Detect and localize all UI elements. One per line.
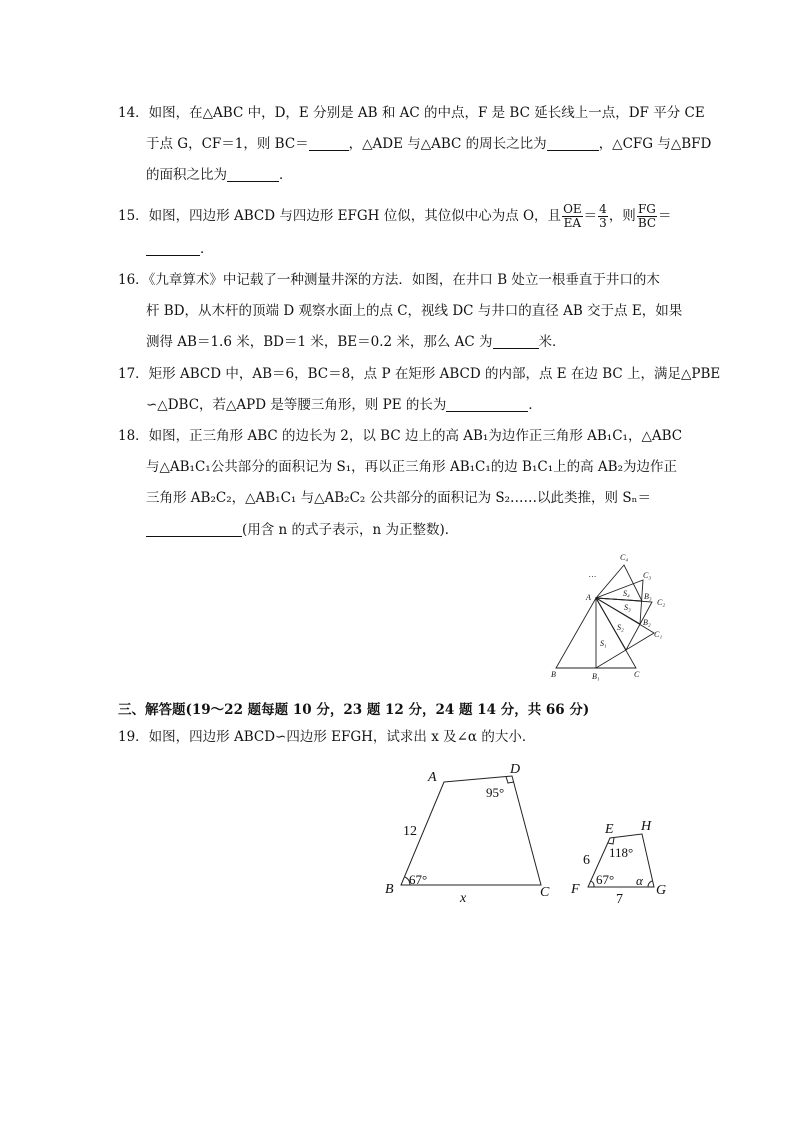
q17-line2: [146, 396, 542, 414]
q14-line2a: 于点 G，CF＝1，则 BC＝: [146, 136, 309, 152]
section3-heading: 三、解答题(19～22 题每题 10 分，23 题 12 分，24 题 14 分，共 66 分): [118, 702, 590, 718]
fig19-side-ab: 12: [403, 824, 417, 839]
q18-line1: 18．如图，正三角形 ABC 的边长为 2，以 BC 边上的高 AB₁为边作正三角形 AB₁C₁，△ABC: [118, 428, 683, 444]
q15-eq: ＝: [583, 208, 598, 224]
fig19-label-b: B: [385, 882, 394, 897]
q15-frac2-den: 3: [599, 216, 607, 230]
fig18-label-c: C: [634, 670, 640, 679]
q16-line3: [146, 333, 566, 351]
fig19-label-a: A: [428, 770, 437, 785]
fig19-label-e: E: [605, 822, 614, 837]
q15-frac3-num: FG: [637, 202, 656, 216]
q14-line1: 14．如图，在△ABC 中，D，E 分别是 AB 和 AC 的中点，F 是 BC 延长线上一点，DF 平分 CE: [118, 105, 705, 121]
q19-figure: [375, 758, 685, 908]
q16-line2: 杆 BD，从木杆的顶端 D 观察水面上的点 C，视线 DC 与井口的直径 AB 交于点 E，如果: [146, 303, 683, 319]
q14-line3: [146, 166, 293, 184]
fig19-label-g: G: [656, 883, 667, 898]
q15-frac1-num: OE: [563, 202, 582, 216]
fig19-angle-f: 67°: [596, 872, 615, 887]
q15-line2: [146, 240, 214, 258]
q15-eq2: ＝: [658, 208, 672, 224]
q18-blank[interactable]: [146, 522, 242, 537]
fig19-label-d: D: [510, 762, 521, 777]
fig19-side-ef: 6: [583, 853, 590, 868]
q15-frac2-num: 4: [599, 202, 607, 216]
q17-line2b: ．: [528, 397, 542, 413]
q15-line1: [118, 203, 672, 230]
q14-line2c: ，△CFG 与△BFD: [598, 136, 712, 152]
q16-blank[interactable]: [493, 334, 539, 349]
fig19-angle-d: 95°: [486, 785, 505, 800]
q19-text: 19．如图，四边形 ABCD∽四边形 EFGH，试求出 x 及∠α 的大小．: [118, 729, 536, 745]
q15-frac2: [598, 203, 608, 230]
fig19-angle-g: α: [636, 873, 643, 888]
q14-blank3[interactable]: [227, 167, 279, 182]
triangle-ab3c3: [596, 580, 643, 624]
fig19-label-f: F: [571, 882, 580, 897]
fig18-label-a: A: [586, 593, 591, 602]
q18-line4b: (用含 n 的式子表示，n 为正整数)．: [242, 522, 459, 538]
q14-line3a: 的面积之比为: [146, 167, 227, 183]
fig18-label-s4: S₄: [623, 589, 630, 598]
q17-line2a: ∽△DBC，若△APD 是等腰三角形，则 PE 的长为: [146, 397, 447, 413]
angle-f-arc: [591, 881, 594, 887]
fig19-label-c: C: [540, 885, 550, 900]
q15-blank[interactable]: [146, 241, 200, 256]
q17-blank[interactable]: [446, 397, 528, 412]
angle-g-arc: [648, 881, 652, 887]
fig19-angle-e: 118°: [609, 845, 634, 860]
fig18-label-s3: S₃: [624, 603, 631, 612]
q15-frac1-den: EA: [563, 216, 582, 230]
q15-line1a: 15．如图，四边形 ABCD 与四边形 EFGH 位似，其位似中心为点 O，且: [118, 208, 562, 224]
q15-frac1: [562, 203, 583, 230]
q18-line3: 三角形 AB₂C₂，△AB₁C₁ 与△AB₂C₂ 公共部分的面积记为 S₂……以此类推，则 Sₙ＝: [146, 490, 651, 506]
q15-line2b: ．: [200, 241, 214, 257]
fig18-label-c2: C₂: [657, 598, 666, 607]
fig19-side-bc: x: [460, 891, 467, 906]
fig19-side-fg: 7: [616, 892, 623, 907]
q14-line3b: ．: [279, 167, 293, 183]
q14-blank2[interactable]: [547, 136, 599, 151]
fig18-label-s1: S₁: [600, 639, 607, 648]
q15-frac3: [637, 203, 657, 230]
fig18-label-s2: S₂: [617, 623, 624, 632]
fig19-angle-b: 67°: [409, 872, 428, 887]
q18-line4: [146, 521, 458, 539]
q18-line2: 与△AB₁C₁公共部分的面积记为 S₁，再以正三角形 AB₁C₁的边 B₁C₁上的高 AB₂为边作正: [146, 459, 678, 475]
q16-line3a: 测得 AB＝1.6 米，BD＝1 米，BE＝0.2 米，那么 AC 为: [146, 334, 493, 350]
q17-line1: 17．矩形 ABCD 中，AB＝6，BC＝8，点 P 在矩形 ABCD 的内部，点 E 在边 BC 上，满足△PBE: [118, 366, 721, 382]
q14-blank1[interactable]: [309, 136, 349, 151]
q18-figure: [545, 548, 675, 683]
fig18-label-b: B: [551, 670, 556, 679]
fig19-label-h: H: [641, 819, 652, 834]
fig18-label-dots: …: [589, 570, 597, 579]
q14-line2b: ，△ADE 与△ABC 的周长之比为: [348, 136, 547, 152]
q14-line2: [146, 135, 711, 153]
quad-abcd: [401, 776, 541, 885]
q15-then: ，则: [608, 208, 636, 224]
fig18-label-b2: B₂: [643, 618, 651, 627]
fig18-label-c4: C₄: [620, 553, 629, 562]
q16-line3b: 米．: [538, 334, 566, 350]
fig18-label-c1: C₁: [654, 630, 663, 639]
fig18-label-b3: B₃: [644, 592, 652, 601]
fig18-label-c3: C₃: [643, 571, 652, 580]
q15-frac3-den: BC: [637, 216, 657, 230]
fig18-label-b1: B₁: [592, 672, 600, 681]
q16-line1: 16．《九章算术》中记载了一种测量井深的方法．如图，在井口 B 处立一根垂直于井口的木: [118, 272, 660, 288]
